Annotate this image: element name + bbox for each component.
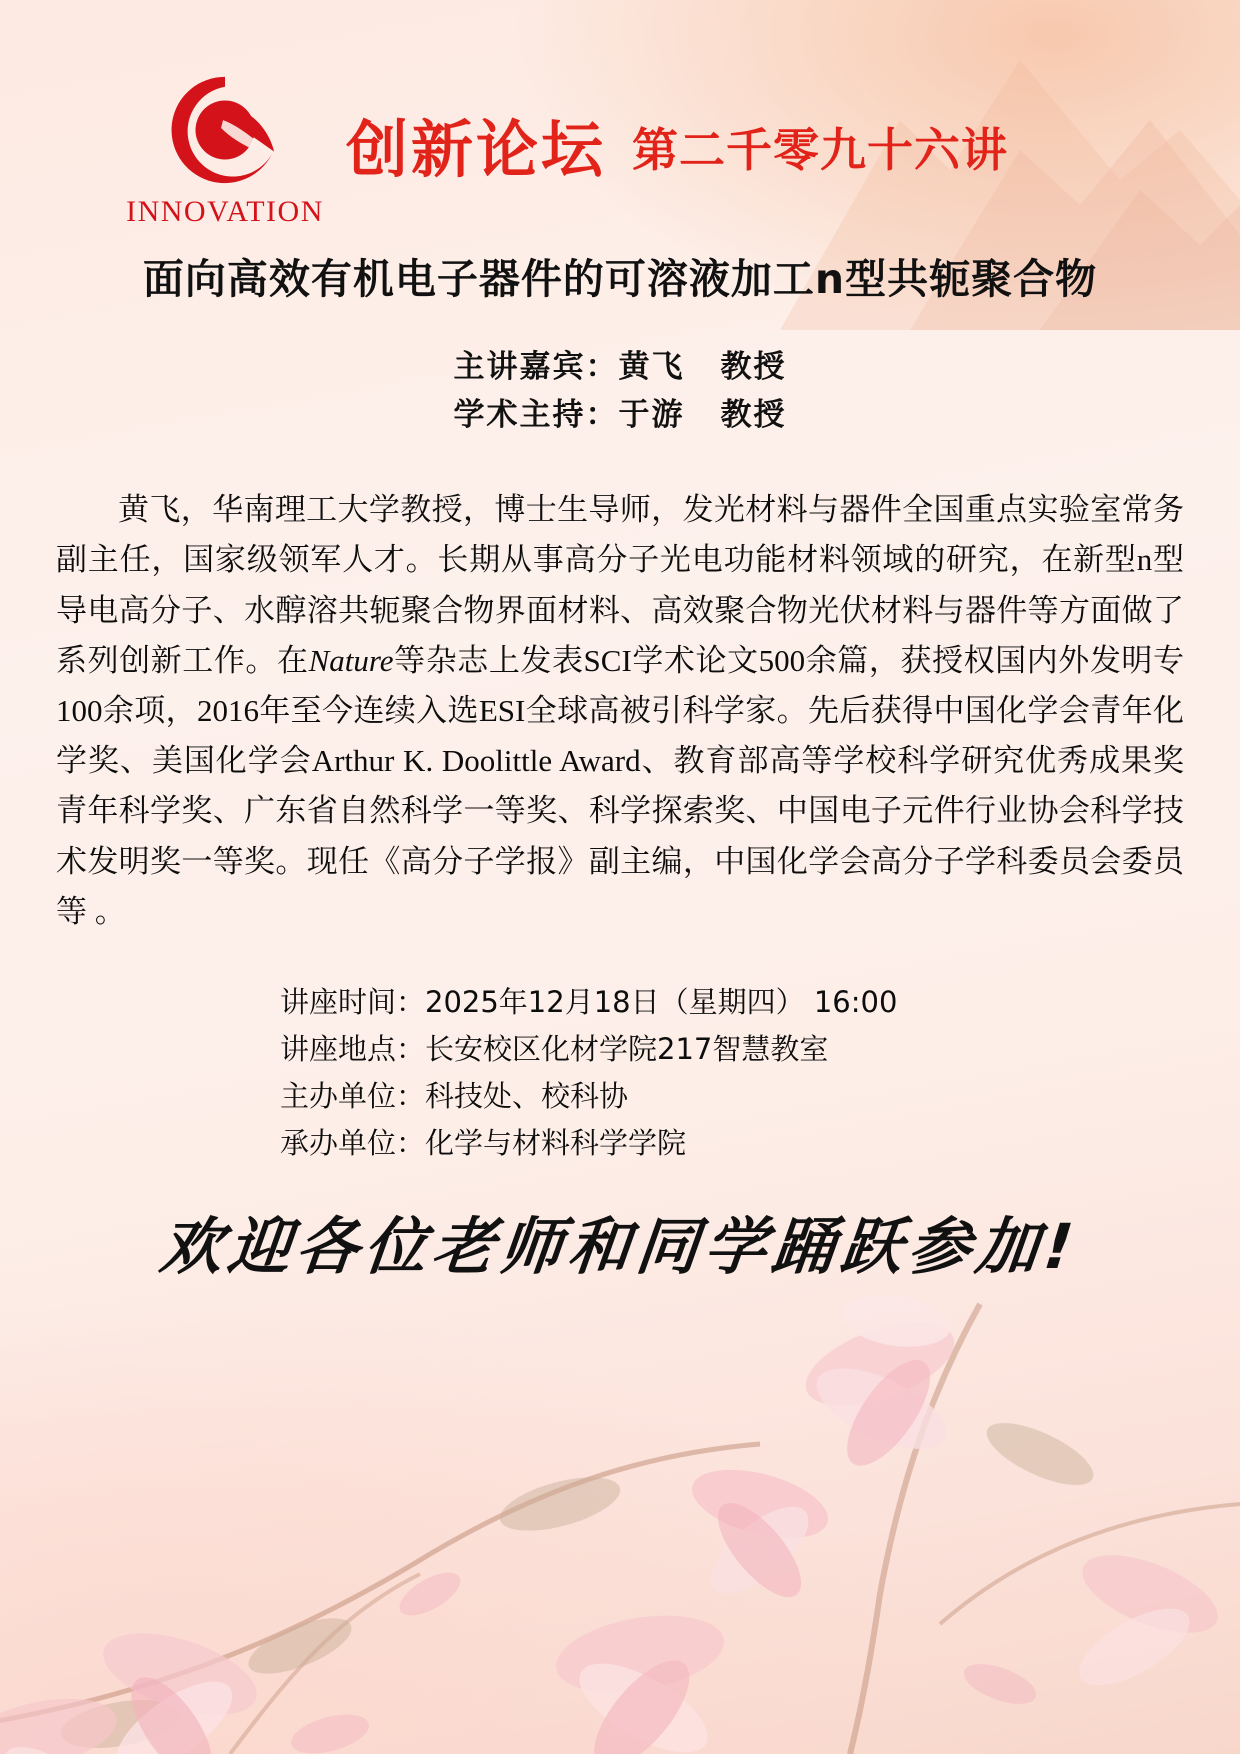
- speaker-biography: [56, 485, 1184, 937]
- detail-co-organizer: 承办单位：化学与材料科学学院: [280, 1125, 687, 1160]
- bio-journal-name: Nature: [308, 642, 394, 678]
- speaker-line: [0, 343, 1240, 391]
- lecture-details: [0, 979, 1240, 1167]
- host-name: 于游: [618, 397, 685, 434]
- lecture-title: 面向高效有机电子器件的可溶液加工n型共轭聚合物: [142, 255, 1098, 303]
- speaker-rank: 教授: [720, 349, 787, 385]
- bio-part-one: 黄飞，华南理工大学教授，博士生导师，发光材料与器件全国重点实验室常务副主任，国家级领军人才。长期从事高分子光电功能材料领域的研究，在新型n型导电高分子、水醇溶共轭聚合物界面材料、高效聚合物光伏材料与器件等方面做了系列创新工作。在: [56, 492, 1184, 678]
- lecture-people: [0, 343, 1240, 439]
- poster-header: [0, 0, 1240, 228]
- host-label: 学术主持：: [453, 397, 619, 434]
- detail-organizer: 主办单位：科技处、校科协: [280, 1079, 629, 1113]
- detail-place: 讲座地点：长安校区化材学院217智慧教室: [280, 1032, 829, 1067]
- host-rank: 教授: [720, 397, 787, 434]
- innovation-logo-text: INNOVATION: [126, 195, 324, 228]
- detail-time: 讲座时间：2025年12月18日（星期四） 16:00: [280, 985, 898, 1020]
- forum-session-number: 第二千零九十六讲: [632, 123, 1009, 177]
- speaker-name: 黄飞: [618, 349, 685, 385]
- welcome-message: 欢迎各位老师和同学踊跃参加!: [156, 1209, 1083, 1283]
- bio-part-two: 等杂志上发表SCI学术论文500余篇，获授权国内外发明专100余项，2016年至今连续入选ESI全球高被引科学家。先后获得中国化学会青年化学奖、美国化学会Arthur K. Doolittle Award、教育部高等学校科学研究优秀成果奖青年科学奖、广东省自然科学一等奖、科学探索奖、中国电子元件行业协会科学技术发明奖一等奖。现任《高分子学报》副主编，中国化学会高分子学科委员会委员等 。: [56, 642, 1184, 929]
- speaker-label: 主讲嘉宾：: [453, 349, 619, 385]
- forum-title: 创新论坛: [346, 113, 607, 186]
- host-line: [0, 391, 1240, 439]
- innovation-swirl-icon: [166, 71, 284, 189]
- innovation-logo: [126, 71, 324, 229]
